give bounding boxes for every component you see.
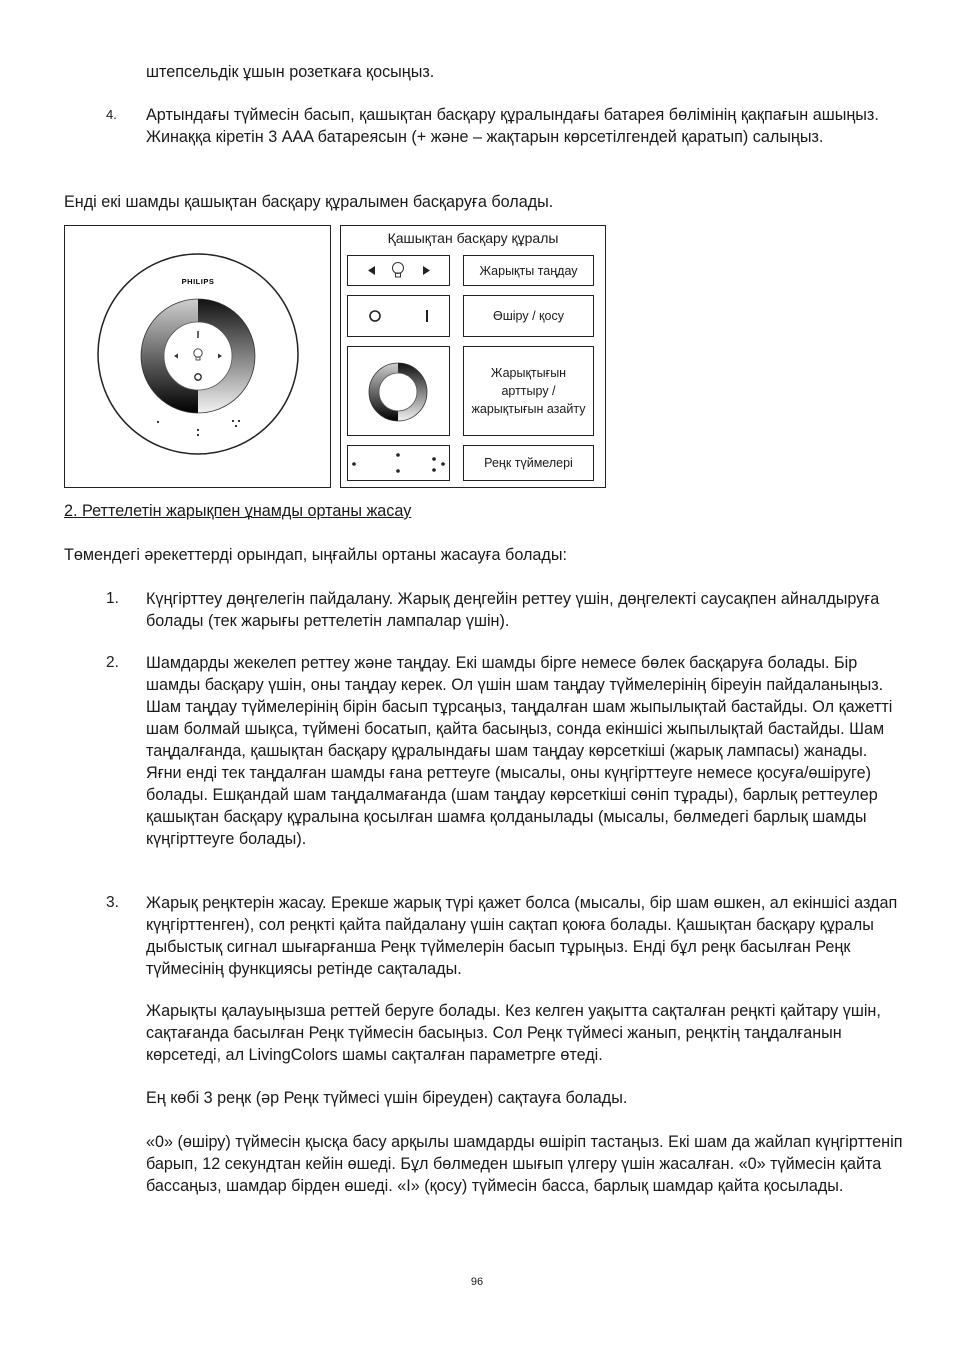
intro-continuation: штепсельдік ұшын розеткаға қосыңыз. <box>146 63 435 81</box>
item-1-number: 1. <box>106 590 119 607</box>
select-light-icons <box>348 256 449 285</box>
select-light-label: Жарықты таңдау <box>463 255 594 286</box>
section-heading: 2. Реттелетін жарықпен ұнамды ортаны жасау <box>64 502 412 520</box>
philips-logo: PHILIPS <box>181 277 215 286</box>
off-circle-icon <box>370 311 380 321</box>
on-off-icon-box <box>347 295 450 337</box>
arrow-right-icon <box>423 266 430 275</box>
restore-paragraph: Жарықты қалауыңызша реттей беруге болады. Кез келген уақытта сақталған реңкті қайтару үшін, сақтағанда басылған Реңк түймесін басыңыз. Сол Реңк түймесі жанып, реңктің таңдалғанын көрсетеді, ал LivingColors шамы сақталған параметрге өтеді. <box>146 1002 881 1064</box>
color-buttons-icon-box <box>347 445 450 481</box>
legend-title: Қашықтан басқару құралы <box>387 230 559 246</box>
remote-illustration <box>65 226 330 487</box>
brightness-icon-box <box>347 346 450 436</box>
section-intro: Төмендегі әрекеттерді орындап, ыңғайлы ортаны жасауға болады: <box>64 546 567 564</box>
item-2-text: Шамдарды жекелеп реттеу және таңдау. Екі шамды бірге немесе бөлек басқаруға болады. Бір шамды басқару үшін, оны таңдау керек. Ол үшін шам таңдау түймелерінің біреуін пайдаланыңыз. Шам таңдау түймелерінің бірін басып тұрсаңыз, таңдалған шам жыпылықтай бастайды. Ол қажетті шам болмай шықса, түймені босатып, қайта басыңыз, сонда екіншісі жыпылықтай бастайды. Шам таңдалғанда, қашықтан басқару құралындағы шам таңдау көрсеткіші (жарық лампасы) жанады. Яғни енді тек таңдалған шамды ғана реттеуге (мысалы, оны күңгірттеуге немесе қосуға/өшіруге) болады. Ешқандай шам таңдалмағанда (шам таңдау көрсеткіші сөніп тұрады), барлық реттеулер қашықтан басқару құралына қосылған шамға қолданылады (мысалы, бөлмедегі барлық шамды күңгірттеуге болады). <box>146 654 893 848</box>
on-off-label: Өшіру / қосу <box>463 295 594 337</box>
remote-image-frame <box>64 225 331 488</box>
color-button-1[interactable] <box>157 421 159 423</box>
color-dots-icons <box>348 446 449 480</box>
item-3-number: 3. <box>106 894 119 911</box>
step-4-number: 4. <box>106 107 117 122</box>
now-text: Енді екі шамды қашықтан басқару құралымен басқаруға болады. <box>64 193 554 211</box>
arrow-left-icon <box>368 266 375 275</box>
item-2-number: 2. <box>106 654 119 671</box>
item-3-text: Жарық реңктерін жасау. Ерекше жарық түрі қажет болса (мысалы, бір шам өшкен, ал екіншісі аздап күңгірттенген), сол реңкті қайта пайдалану үшін сақтап қоюға болады. Қашықтан басқару құралы дыбыстық сигнал шығарғанша Реңк түймелерін басып тұрыңыз. Енді бұл реңк басылған Реңк түймесінің функциясы ретінде сақталады. <box>146 894 898 978</box>
off-paragraph: «0» (өшіру) түймесін қысқа басу арқылы шамдарды өшіріп тастаңыз. Екі шам да жайлап күңгірттеніп барып, 12 секундтан кейін өшеді. Бұл бөлмеден шығып үлгеру үшін жасалған. «0» түймесін қайта бассаңыз, шамдар бірден өшеді. «I» (қосу) түймесін басса, барлық шамдар қайта қосылады. <box>146 1133 903 1195</box>
step-4-text: Артындағы түймесін басып, қашықтан басқару құралындағы батарея бөлімінің қақпағын ашыңыз. Жинаққа кіретін 3 AAA батареясын (+ және – жақтарын көрсетілгендей қаратып) салыңыз. <box>146 106 879 146</box>
brightness-label: Жарықтығын арттыру / жарықтығын азайту <box>463 346 594 436</box>
max-colors-paragraph: Ең көбі 3 реңк (әр Реңк түймесі үшін біреуден) сақтауға болады. <box>146 1089 628 1107</box>
item-1-text: Күңгірттеу дөңгелегін пайдалану. Жарық деңгейін реттеу үшін, дөңгелекті саусақпен айналдыруға болады (тек жарығы реттелетін лампалар үшін). <box>146 590 880 630</box>
bulb-icon <box>393 263 404 278</box>
color-buttons-label: Реңк түймелері <box>463 445 594 481</box>
page-number: 96 <box>470 1276 484 1288</box>
legend-frame <box>340 225 606 488</box>
select-light-icon-box <box>347 255 450 286</box>
on-bar-icon <box>426 310 428 322</box>
dimming-wheel-icon <box>348 347 449 435</box>
on-off-icons <box>348 296 449 336</box>
on-button[interactable] <box>197 331 198 338</box>
